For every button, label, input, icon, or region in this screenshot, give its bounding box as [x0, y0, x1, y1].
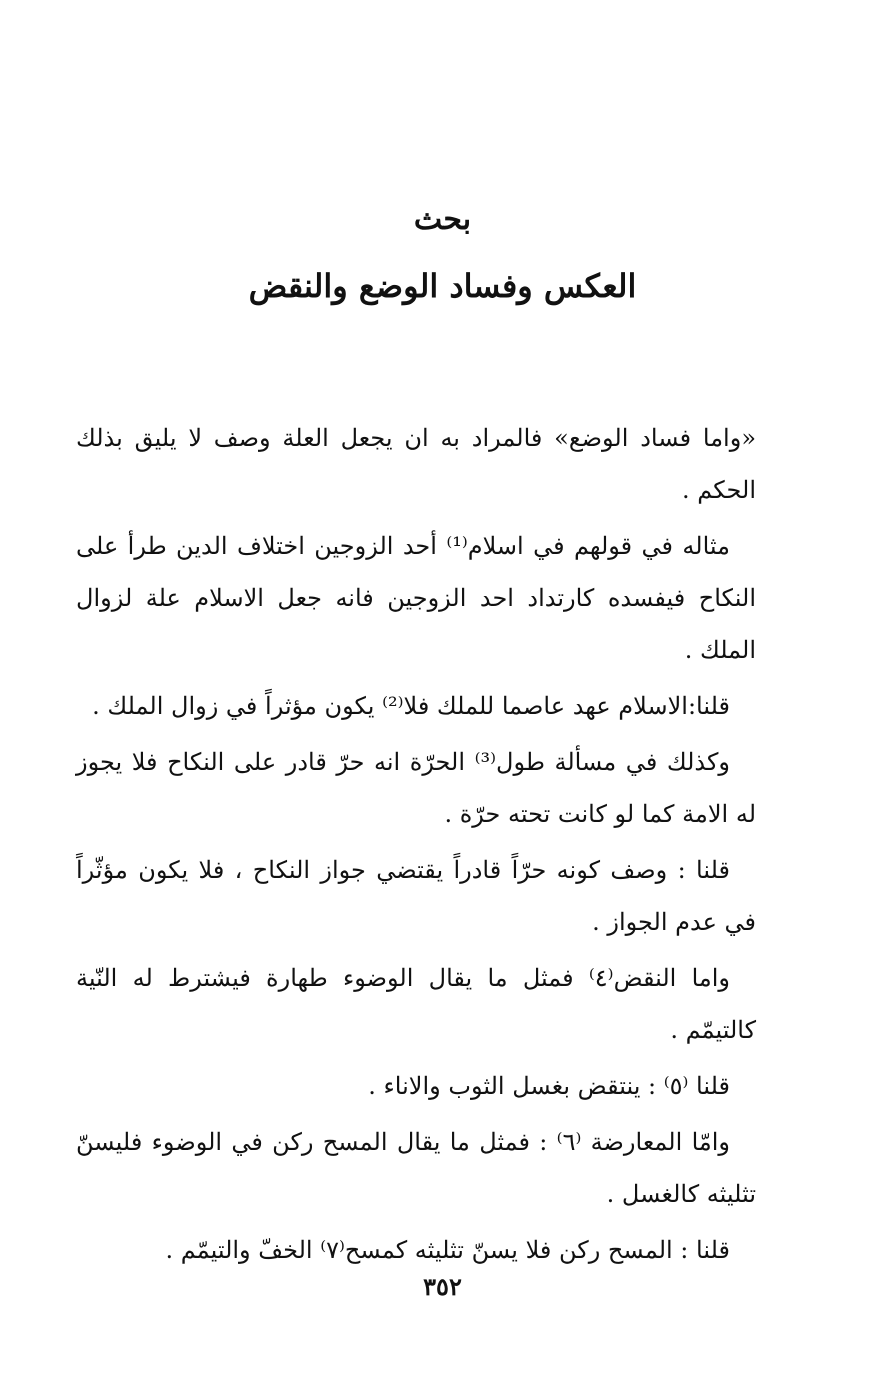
paragraph-8: وامّا المعارضة ⁽٦⁾ : فمثل ما يقال المسح ركن في الوضوء فليسنّ تثليثه كالغسل .: [76, 1128, 756, 1208]
paragraph-3: قلنا:الاسلام عهد عاصما للملك فلا⁽²⁾ يكون مؤثراً في زوال الملك .: [92, 692, 730, 720]
page-title: العكس وفساد الوضع والنقض: [248, 267, 637, 305]
page-number: ٣٥٢: [423, 1272, 462, 1301]
paragraph-6: واما النقض⁽٤⁾ فمثل ما يقال الوضوء طهارة فيشترط له النّية كالتيمّم .: [76, 964, 756, 1044]
paragraph-1: «واما فساد الوضع» فالمراد به ان يجعل العلة وصف لا يليق بذلك الحكم .: [76, 424, 756, 504]
paragraph-4: وكذلك في مسألة طول⁽³⁾ الحرّة انه حرّ قادر على النكاح فلا يجوز له الامة كما لو كانت تحته حرّة .: [76, 748, 756, 828]
paragraph-2: مثاله في قولهم في اسلام⁽¹⁾ أحد الزوجين اختلاف الدين طرأ على النكاح فيفسده كارتداد احد الزوجين فانه جعل الاسلام علة لزوال الملك .: [76, 532, 756, 664]
paragraph-7: قلنا ⁽٥⁾ : ينتقض بغسل الثوب والاناء .: [368, 1072, 730, 1100]
section-label: بحث: [413, 202, 472, 237]
body-text: [76, 412, 756, 1280]
paragraph-9: قلنا : المسح ركن فلا يسنّ تثليثه كمسح⁽٧⁾ الخفّ والتيمّم .: [165, 1236, 730, 1264]
paragraph-5: قلنا : وصف كونه حرّاً قادراً يقتضي جواز النكاح ، فلا يكون مؤثّراً في عدم الجواز .: [76, 856, 756, 936]
